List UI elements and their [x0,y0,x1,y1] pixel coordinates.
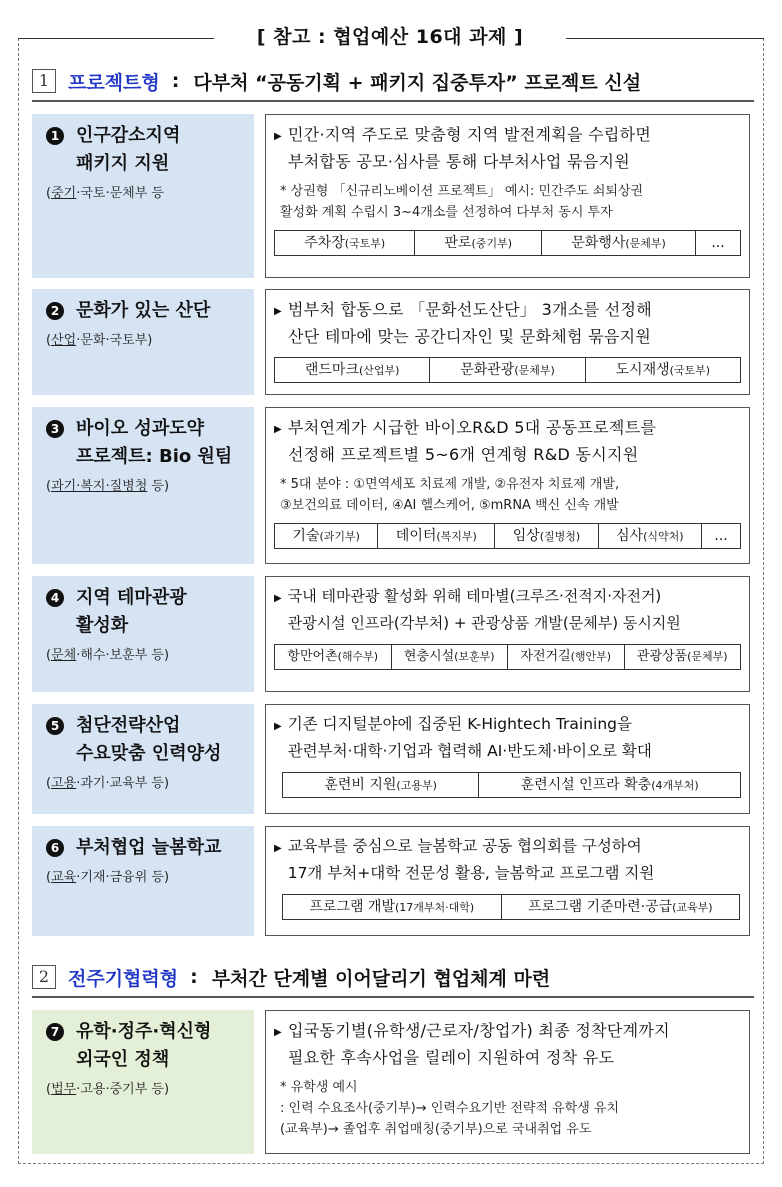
item-ministries: (중기·국토·문체부 등 [46,186,164,201]
section-header-project [32,64,758,98]
item-2-title-box [32,289,254,395]
item-desc: 기존 디지털분야에 집중된 K-Hightech Training을 관련부처·대학·기업과 협력해 AI·반도체·바이오로 확대 [287,715,652,760]
tag-cell: 도시재생(국토부) [615,362,711,378]
item-7-detail-box [265,1010,750,1154]
frame-top-line-left [18,38,214,39]
triangle-bullet-icon: ▶ [274,306,282,317]
item-4-title-box [32,576,254,692]
tag-cell: 훈련비 지원(고용부) [283,773,479,797]
tag-cell: 프로그램 기준마련·공급(교육부) [528,899,713,915]
frame-top-line-right [566,38,764,39]
item-title: 지역 테마관광 활성화 [76,587,187,636]
item-tag-row [282,772,741,798]
item-desc: 부처연계가 시급한 바이오R&D 5대 공동프로젝트를 선정해 프로젝트별 5~6개 연계형 R&D 동시지원 [288,418,657,464]
tag-cell: ... [711,235,725,251]
item-ministries: (교육·기재·금융위 등) [46,870,170,885]
tag-cell: 문화관광(문체부) [430,358,585,382]
section-number: 2 [32,965,56,989]
item-title: 문화가 있는 산단 [76,300,211,321]
section-rule [32,996,754,998]
item-title: 인구감소지역 패키지 지원 [76,125,181,174]
item-title: 부처협업 늘봄학교 [76,837,222,858]
item-note: * 5대 분야 : ①면역세포 치료제 개발, ②유전자 치료제 개발, ③보건의료 데이터, ④AI 헬스케어, ⑤mRNA 백신 신속 개발 [280,477,620,513]
triangle-bullet-icon: ▶ [274,721,282,732]
tag-cell: 심사(식약처) [599,524,702,548]
item-number-bullet: 1 [46,127,64,145]
item-number-bullet: 5 [46,717,64,735]
item-tag-row [274,230,741,256]
item-7-title-box [32,1010,254,1154]
section-rule [32,100,754,102]
item-3-detail-box [265,407,750,564]
triangle-bullet-icon: ▶ [274,843,282,854]
item-ministries: (문체·해수·보훈부 등) [46,648,170,663]
tag-cell: 랜드마크(산업부) [275,358,430,382]
tag-cell: 주차장(국토부) [275,231,415,255]
item-note: * 유학생 예시 : 인력 수요조사(중기부)→ 인력수요기반 전략적 유학생 유치 (교육부)→ 졸업후 취업매칭(중기부)으로 국내취업 유도 [280,1080,620,1137]
tag-cell: 임상(질병청) [495,524,598,548]
item-1-title-box [32,114,254,278]
tag-cell: 자전거길(행안부) [508,645,625,669]
triangle-bullet-icon: ▶ [274,1027,282,1038]
item-5-title-box [32,704,254,814]
item-ministries: (산업·문화·국토부) [46,333,153,348]
section-colon: : [171,70,180,92]
triangle-bullet-icon: ▶ [274,131,282,142]
item-number-bullet: 3 [46,420,64,438]
tag-cell: 프로그램 개발(17개부처·대학) [283,895,502,919]
item-6-title-box [32,826,254,936]
section-header-lifecycle [32,960,758,994]
item-5-detail-box [265,704,750,814]
item-note: * 상권형 「신규리노베이션 프로젝트」 예시: 민간주도 쇠퇴상권 활성화 계획 수립시 3~4개소를 선정하여 다부처 동시 투자 [280,184,644,220]
section-desc: 부처간 단계별 이어달리기 협업체계 마련 [211,967,551,990]
item-desc: 교육부를 중심으로 늘봄학교 공동 협의회를 구성하여 17개 부처+대학 전문성 활용, 늘봄학교 프로그램 지원 [287,837,655,882]
item-number-bullet: 6 [46,839,64,857]
section-colon: : [190,966,198,988]
item-6-detail-box [265,826,750,936]
tag-cell: 훈련시설 인프라 확충(4개부처) [520,777,699,793]
section-number: 1 [32,69,56,93]
item-tag-row [282,894,740,920]
item-tag-row [274,357,741,383]
triangle-bullet-icon: ▶ [274,593,282,604]
item-3-title-box [32,407,254,564]
tag-cell: 데이터(복지부) [378,524,495,548]
item-1-detail-box [265,114,750,278]
item-title: 바이오 성과도약 프로젝트: Bio 원팀 [76,418,233,467]
item-title: 유학·정주·혁신형 외국인 정책 [76,1021,212,1070]
item-desc: 민간·지역 주도로 맞춤형 지역 발전계획을 수립하면 부처합동 공모·심사를 통해 다부처사업 묶음지원 [288,125,652,171]
item-ministries: (고용·과기·교육부 등) [46,776,170,791]
item-number-bullet: 2 [46,302,64,320]
item-tag-row [274,523,741,549]
item-tag-row [274,644,741,670]
tag-cell: 판로(중기부) [415,231,542,255]
tag-cell: 문화행사(문체부) [542,231,696,255]
page-title: [ 참고 : 협업예산 16대 과제 ] [256,26,524,48]
item-desc: 국내 테마관광 활성화 위해 테마별(크루즈·전적지·자전거) 관광시설 인프라(각부처) + 관광상품 개발(문체부) 동시지원 [287,587,681,632]
item-desc: 입국동기별(유학생/근로자/창업가) 최종 정착단계까지 필요한 후속사업을 릴레이 지원하여 정착 유도 [288,1021,670,1067]
item-ministries: (과기·복지·질병청 등) [46,479,170,494]
item-ministries: (법무·고용·중기부 등) [46,1082,170,1097]
item-number-bullet: 7 [46,1023,64,1041]
item-title: 첨단전략산업 수요맞춤 인력양성 [76,715,222,764]
tag-cell: 기술(과기부) [275,524,378,548]
item-2-detail-box [265,289,750,395]
tag-cell: ... [714,528,728,544]
item-4-detail-box [265,576,750,692]
item-desc: 범부처 합동으로 「문화선도산단」 3개소를 선정해 산단 테마에 맞는 공간디자인 및 문화체험 묶음지원 [288,300,652,346]
tag-cell: 관광상품(문체부) [636,649,728,664]
triangle-bullet-icon: ▶ [274,424,282,435]
section-type-label: 전주기협력형 [68,967,179,990]
section-type-label: 프로젝트형 [68,71,160,94]
item-number-bullet: 4 [46,589,64,607]
tag-cell: 항만어촌(해수부) [275,645,392,669]
tag-cell: 현충시설(보훈부) [392,645,509,669]
section-desc: 다부처 “공동기획 + 패키지 집중투자” 프로젝트 신설 [193,71,642,94]
